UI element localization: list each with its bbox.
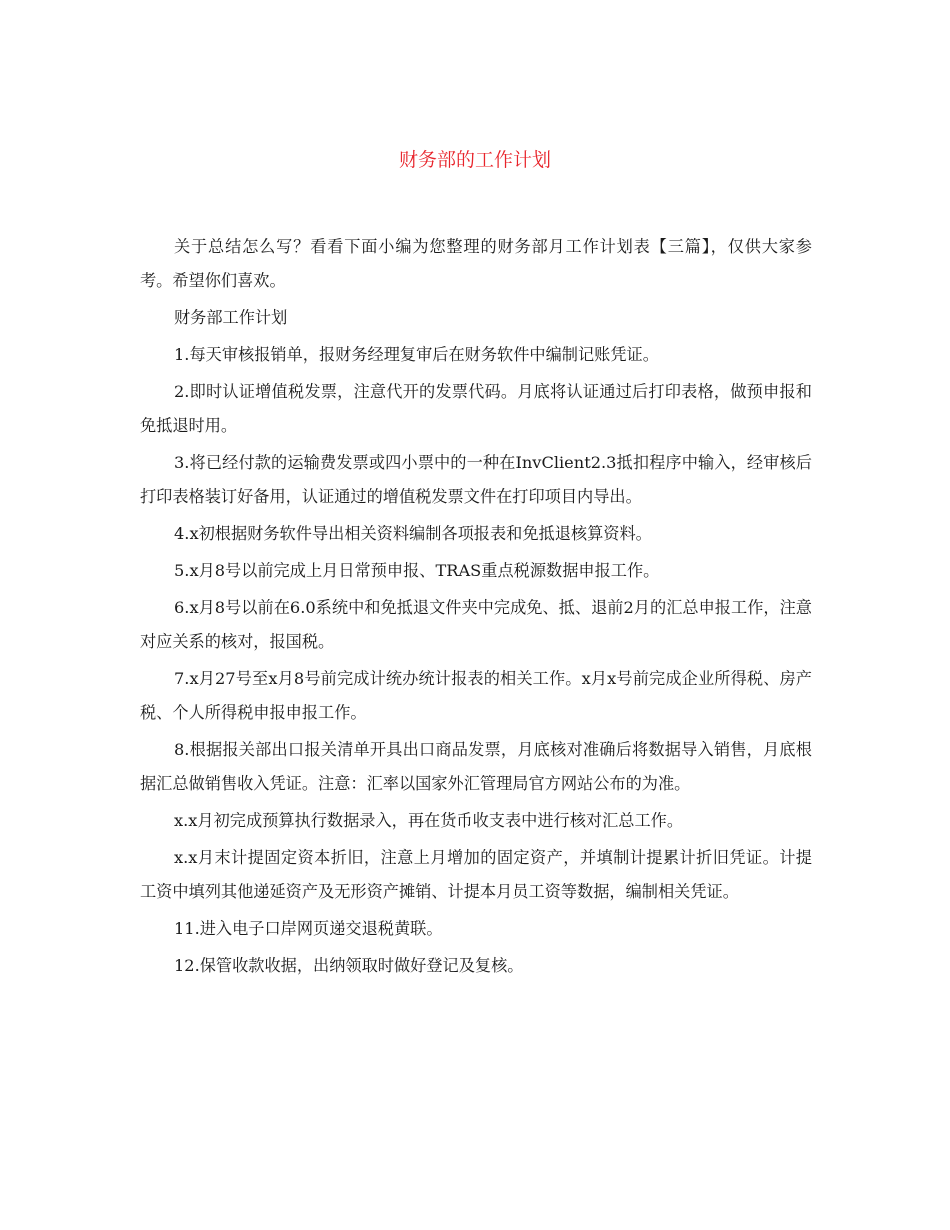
paragraph-item-1: 1.每天审核报销单，报财务经理复审后在财务软件中编制记账凭证。 (174, 345, 659, 364)
paragraph-item-8: 8.根据报关部出口报关清单开具出口商品发票，月底核对准确后将数据导入销售，月底根据汇总做销售收入凭证。注意：汇率以国家外汇管理局官方网站公布的为准。 (140, 740, 812, 793)
paragraph-section-heading: 财务部工作计划 (174, 308, 288, 327)
paragraph-item-7: 7.x月27号至x月8号前完成计统办统计报表的相关工作。x月x号前完成企业所得税、房产税、个人所得税申报申报工作。 (140, 669, 812, 722)
paragraph-item-4: 4.x初根据财务软件导出相关资料编制各项报表和免抵退核算资料。 (174, 524, 652, 543)
paragraph-item-11: 11.进入电子口岸网页递交退税黄联。 (174, 919, 443, 938)
paragraph-item-2: 2.即时认证增值税发票，注意代开的发票代码。月底将认证通过后打印表格，做预申报和免抵退时用。 (140, 382, 812, 435)
paragraph-item-9: x.x月初完成预算执行数据录入，再在货币收支表中进行核对汇总工作。 (174, 811, 684, 830)
paragraph-intro: 关于总结怎么写？看看下面小编为您整理的财务部月工作计划表【三篇】，仅供大家参考。希望你们喜欢。 (140, 237, 812, 290)
paragraph-item-10: x.x月末计提固定资本折旧，注意上月增加的固定资产，并填制计提累计折旧凭证。计提工资中填列其他递延资产及无形资产摊销、计提本月员工资等数据，编制相关凭证。 (140, 848, 812, 901)
paragraph-item-5: 5.x月8号以前完成上月日常预申报、TRAS重点税源数据申报工作。 (174, 561, 660, 580)
paragraph-item-3: 3.将已经付款的运输费发票或四小票中的一种在InvClient2.3抵扣程序中输入，经审核后打印表格装订好备用，认证通过的增值税发票文件在打印项目内导出。 (140, 453, 812, 506)
document-title: 财务部的工作计划 (398, 149, 551, 171)
paragraph-item-6: 6.x月8号以前在6.0系统中和免抵退文件夹中完成免、抵、退前2月的汇总申报工作，注意对应关系的核对，报国税。 (140, 598, 812, 651)
paragraph-item-12: 12.保管收款收据，出纳领取时做好登记及复核。 (174, 956, 524, 975)
document-body (140, 230, 812, 986)
